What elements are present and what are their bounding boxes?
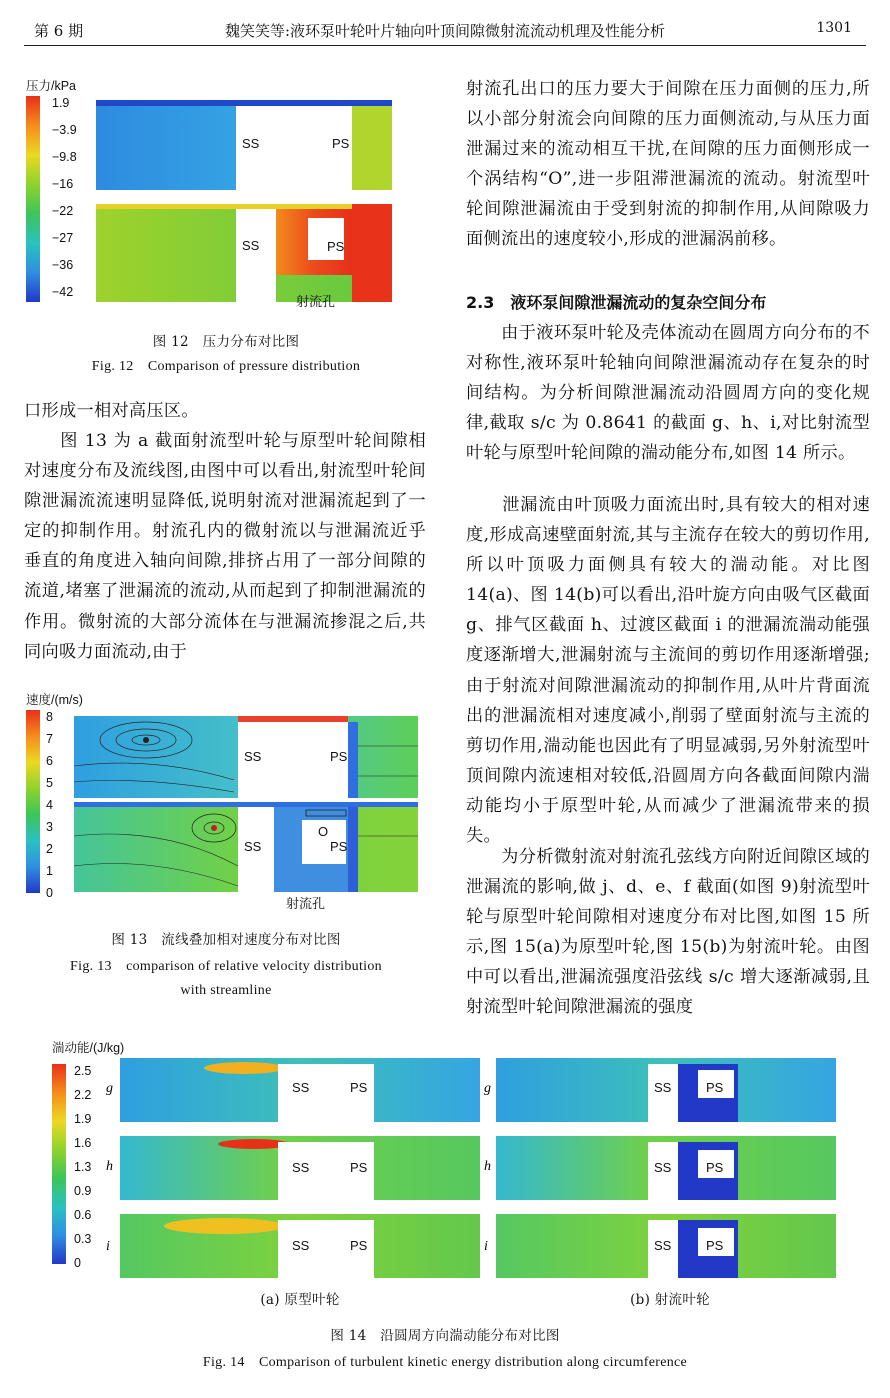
page-number: 1301 <box>816 20 852 36</box>
fig14-row-label-g-a: g <box>106 1081 113 1096</box>
right-paragraph-3: 泄漏流由叶顶吸力面流出时,具有较大的相对速度,形成高速壁面射流,其与主流存在较大的剪切作用,所以叶顶吸力面侧具有较大的湍动能。对比图 14(a)、图 14(b)可以看出,沿叶旋方向由吸气区截面 g、排气区截面 h、过渡区截面 i 的泄漏流湍动能强度逐渐增大,泄漏射流与主流间的剪切作用逐渐增强;由于射流对间隙泄漏流动的抑制作用,从叶片背面流出的泄漏流相对速度减小,削弱了壁面射流与主流的剪切作用,湍动能也因此有了明显减弱,另外射流型叶顶间隙内流速相对较低,沿圆周方向各截面间隙内湍动能均小于原型叶轮,从而减少了泄漏流带来的损失。 <box>466 495 870 847</box>
fig14-a-h-ss: SS <box>292 1160 310 1175</box>
fig13-vortex-o-label: O <box>318 824 329 839</box>
right-paragraph-4: 为分析微射流对射流孔弦线方向附近间隙区域的泄漏流的影响,做 j、d、e、f 截面(如图 9)射流型叶轮与原型叶轮间隙相对速度分布对比图,如图 15 所示,图 15(a)为原型叶轮,图 15(b)为射流叶轮。由图中可以看出,泄漏流强度沿弦线 s/c 增大逐渐减弱,且射流型叶轮间隙泄漏流的强度 <box>466 847 870 1018</box>
fig14-tick: 1.3 <box>74 1160 92 1174</box>
fig14-row-label-i-a: i <box>106 1239 110 1254</box>
fig14-a-h-ps: PS <box>350 1160 368 1175</box>
issue-number: 第 6 期 <box>34 22 84 40</box>
fig14-b-i-ps: PS <box>706 1238 724 1253</box>
fig13-tick: 1 <box>46 864 53 878</box>
fig13-tick: 0 <box>46 886 53 900</box>
fig13-tick: 8 <box>46 710 53 724</box>
fig14-a-g-ps: PS <box>350 1080 368 1095</box>
fig14-b-i-ss: SS <box>654 1238 672 1253</box>
fig13-tick: 6 <box>46 754 53 768</box>
fig14-a-i-ss: SS <box>292 1238 310 1253</box>
fig14-tick: 1.9 <box>74 1112 92 1126</box>
fig13-caption-en-line2: with streamline <box>180 983 272 998</box>
fig12-tick: −9.8 <box>52 150 77 164</box>
fig12-tick: −3.9 <box>52 123 77 137</box>
fig12-colorbar <box>26 96 40 302</box>
fig14-tick: 0.3 <box>74 1232 92 1246</box>
fig14-a-g-ss: SS <box>292 1080 310 1095</box>
fig12-tick: −27 <box>52 231 74 245</box>
fig13-caption-en-line1: Fig. 13 comparison of relative velocity distribution <box>70 959 382 974</box>
right-paragraph-1: 射流孔出口的压力要大于间隙在压力面侧的压力,所以小部分射流会向间隙的压力面侧流动,与从压力面泄漏过来的流动相互干扰,在间隙的压力面侧形成一个涡结构“O”,进一步阻滞泄漏流的流动。射流型叶轮间隙泄漏流由于受到射流的抑制作用,从间隙吸力面侧流出的速度较小,形成的泄漏涡前移。 <box>466 79 870 250</box>
fig13-bottom-ss: SS <box>244 839 262 854</box>
fig14-tick: 0.9 <box>74 1184 92 1198</box>
fig12-tick: −42 <box>52 285 74 299</box>
fig12-tick: 1.9 <box>52 96 70 110</box>
fig14-colorbar-title: 湍动能/(J/kg) <box>52 1041 125 1055</box>
fig12-bottom-ps: PS <box>327 239 345 254</box>
fig14-tick: 2.2 <box>74 1088 92 1102</box>
fig12-tick: −36 <box>52 258 74 272</box>
fig14-row-label-h-a: h <box>106 1159 113 1174</box>
fig14-tke-plot <box>104 1056 840 1284</box>
fig13-tick: 5 <box>46 776 53 790</box>
fig14-subcaption-b: (b) 射流叶轮 <box>630 1292 710 1308</box>
fig13-velocity-plot <box>74 716 418 912</box>
fig12-top-ps: PS <box>332 136 350 151</box>
running-title: 魏笑笑等:液环泵叶轮叶片轴向叶顶间隙微射流流动机理及性能分析 <box>224 22 666 40</box>
fig13-tick: 2 <box>46 842 53 856</box>
left-paragraph-2: 图 13 为 a 截面射流型叶轮与原型叶轮间隙相对速度分布及流线图,由图中可以看出,射流型叶轮间隙泄漏流流速明显降低,说明射流对泄漏流起到了一定的抑制作用。射流孔内的微射流以与泄漏流近乎垂直的角度进入轴向间隙,排挤占用了一部分间隙的流道,堵塞了泄漏流的流动,从而起到了抑制泄漏流的作用。微射流的大部分流体在与泄漏流掺混之后,共同向吸力面流动,由于 <box>24 431 426 662</box>
fig13-tick: 7 <box>46 732 53 746</box>
fig14-row-label-g-b: g <box>484 1081 491 1096</box>
fig13-caption-cn: 图 13 流线叠加相对速度分布对比图 <box>111 932 341 948</box>
fig14-caption-en: Fig. 14 Comparison of turbulent kinetic energy distribution along circumference <box>202 1355 688 1370</box>
fig12-contour-plot <box>96 100 392 310</box>
section-heading-2-3: 2.3 液环泵间隙泄漏流动的复杂空间分布 <box>466 293 767 312</box>
running-header <box>24 20 866 46</box>
fig14-b-h-ss: SS <box>654 1160 672 1175</box>
fig12-caption-cn: 图 12 压力分布对比图 <box>152 334 300 350</box>
fig13-hole-label: 射流孔 <box>286 896 326 911</box>
left-paragraph-1: 口形成一相对高压区。 <box>24 401 199 421</box>
fig12-bottom-ss: SS <box>242 238 260 253</box>
fig14-subcaption-a: (a) 原型叶轮 <box>260 1292 340 1308</box>
fig14-tick: 1.6 <box>74 1136 92 1150</box>
fig12-colorbar-title: 压力/kPa <box>26 79 77 93</box>
fig12-tick: −22 <box>52 204 74 218</box>
fig14-a-i-ps: PS <box>350 1238 368 1253</box>
fig14-row-label-h-b: h <box>484 1159 491 1174</box>
fig14-row-label-i-b: i <box>484 1239 488 1254</box>
fig14-b-g-ps: PS <box>706 1080 724 1095</box>
fig12-caption-en: Fig. 12 Comparison of pressure distribution <box>91 359 361 374</box>
right-paragraph-2: 由于液环泵叶轮及壳体流动在圆周方向分布的不对称性,液环泵叶轮轴向间隙泄漏流动存在复杂的时间结构。为分析间隙泄漏流动沿圆周方向的变化规律,截取 s/c 为 0.8641 的截面 g、h、i,对比射流型叶轮与原型叶轮间隙的湍动能分布,如图 14 所示。 <box>466 323 870 464</box>
fig14-caption-cn: 图 14 沿圆周方向湍动能分布对比图 <box>330 1328 560 1344</box>
fig13-tick: 4 <box>46 798 53 812</box>
fig12-tick: −16 <box>52 177 74 191</box>
fig13-colorbar-ticks <box>46 710 66 900</box>
fig13-top-ss: SS <box>244 749 262 764</box>
fig14-b-g-ss: SS <box>654 1080 672 1095</box>
fig13-colorbar-title: 速度/(m/s) <box>26 693 83 707</box>
fig12-hole-label: 射流孔 <box>296 294 336 309</box>
fig14-b-h-ps: PS <box>706 1160 724 1175</box>
fig13-colorbar <box>26 710 40 893</box>
fig14-colorbar <box>52 1064 66 1264</box>
fig13-tick: 3 <box>46 820 53 834</box>
fig14-tick: 0 <box>74 1256 81 1270</box>
fig14-colorbar-ticks <box>74 1064 102 1274</box>
fig14-tick: 2.5 <box>74 1064 92 1078</box>
fig12-top-ss: SS <box>242 136 260 151</box>
fig12-colorbar-ticks <box>52 96 92 300</box>
fig14-tick: 0.6 <box>74 1208 92 1222</box>
fig13-top-ps: PS <box>330 749 348 764</box>
fig13-bottom-ps: PS <box>330 839 348 854</box>
